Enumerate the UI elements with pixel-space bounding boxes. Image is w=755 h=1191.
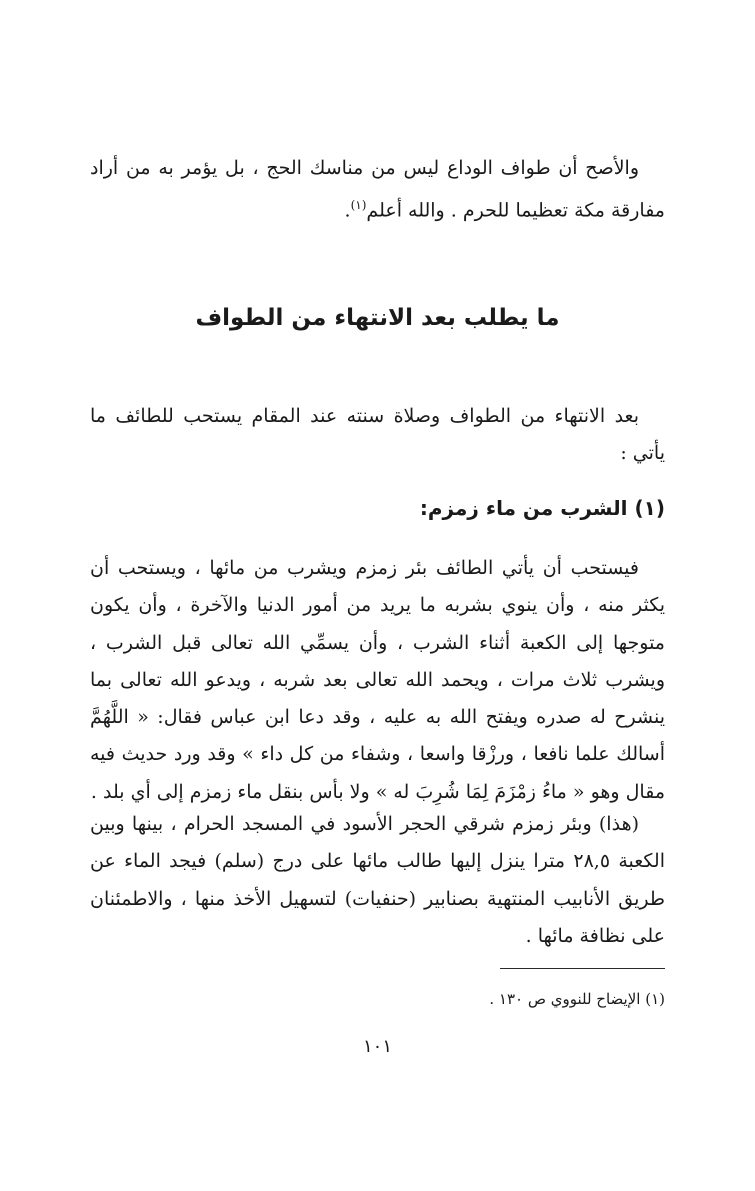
page-number: ١٠١: [362, 1036, 392, 1057]
after-tawaf-text: بعد الانتهاء من الطواف وصلاة سنته عند المقام يستحب للطائف ما يأتي :: [90, 405, 665, 465]
after-tawaf-paragraph: [90, 398, 665, 473]
intro-paragraph: [90, 150, 665, 230]
intro-text: والأصح أن طواف الوداع ليس من مناسك الحج ، بل يؤمر به من أراد مفارقة مكة تعظيما للحرم . والله أعلم: [90, 157, 665, 222]
subsection-title: (١) الشرب من ماء زمزم:: [419, 496, 665, 520]
section-heading: ما يطلب بعد الانتهاء من الطواف: [195, 305, 560, 331]
zamzam-paragraph-2-text: (هذا) وبئر زمزم شرقي الحجر الأسود في المسجد الحرام ، بينها وبين الكعبة ٢٨,٥ مترا ينزل إليها طالب مائها على درج (سلم) فيجد الماء عن طريق الأنابيب المنتهية بصنابير (حنفيات) لتسهيل الأخذ منها ، والاطمئنان على نظافة مائها .: [90, 813, 665, 947]
footnote-ref: (١): [350, 198, 367, 213]
footnote-divider: [500, 968, 665, 969]
intro-end: .: [344, 199, 351, 222]
zamzam-paragraph-1-text: فيستحب أن يأتي الطائف بئر زمزم ويشرب من مائها ، ويستحب أن يكثر منه ، وأن ينوي بشربه ما يريد من أمور الدنيا والآخرة ، وأن يكون متوجها إلى الكعبة أثناء الشرب ، وأن يسمِّي الله تعالى قبل الشرب ، ويشرب ثلاث مرات ، ويحمد الله تعالى بعد شربه ، ويدعو الله تعالى بما ينشرح له صدره ويفتح الله به عليه ، وقد دعا ابن عباس فقال: « اللَّهُمَّ أسالك علما نافعا ، ورزْقا واسعا ، وشفاء من كل داء » وقد ورد حديث فيه مقال وهو « ماءُ زمْزَمَ لِمَا شُرِبَ له » ولا بأس بنقل ماء زمزم إلى أي بلد .: [90, 557, 665, 803]
zamzam-paragraph-2: [90, 806, 665, 955]
footnote: (١) الإيضاح للنووي ص ١٣٠ .: [489, 990, 665, 1008]
zamzam-paragraph-1: [90, 550, 665, 811]
